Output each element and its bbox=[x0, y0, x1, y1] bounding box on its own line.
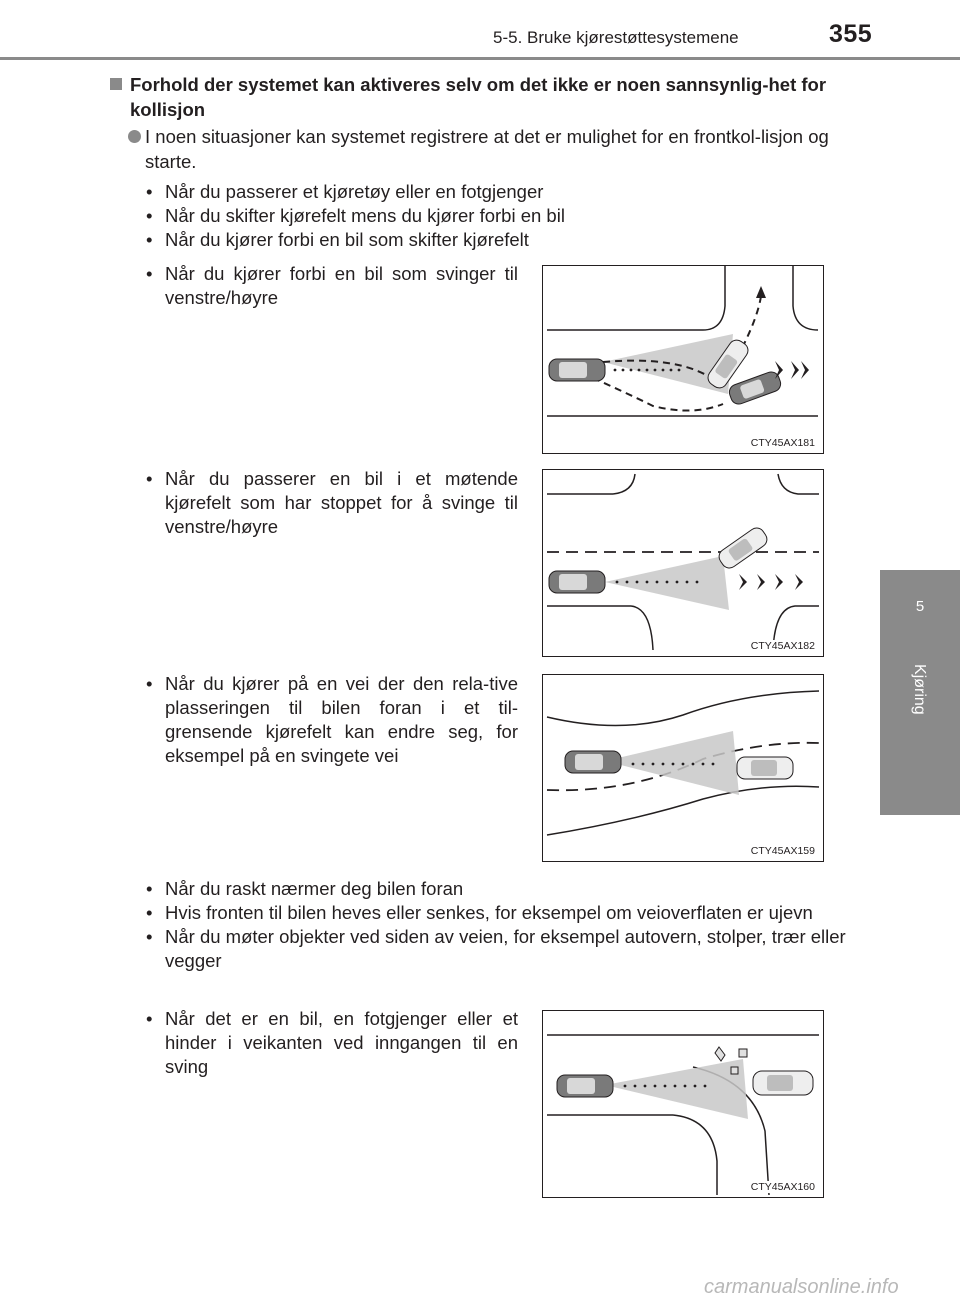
page-header bbox=[0, 0, 960, 60]
ego-car-icon bbox=[557, 1075, 613, 1097]
figure-item-2-text: • Når du passerer en bil i et møtende kjørefelt som har stoppet for å svinge til venstre/høyre bbox=[146, 468, 518, 537]
intro-text: I noen situasjoner kan systemet registrere at det er mulighet for en frontkol-lisjon og starte. bbox=[145, 126, 829, 172]
figure-item-4-text: • Når det er en bil, en fotgjenger eller et hinder i veikanten ved inngangen til en sving bbox=[146, 1008, 518, 1077]
list-item: • Hvis fronten til bilen heves eller senkes, for eksempel om veioverflaten er ujevn bbox=[146, 901, 846, 925]
illustration-turning-car bbox=[542, 265, 824, 454]
list-item: Når du passerer en bil i et møtende kjørefelt som har stoppet for å svinge til venstre/høyre bbox=[165, 468, 518, 537]
figure-code: CTY45AX159 bbox=[750, 845, 815, 857]
list-item: • Når du passerer et kjøretøy eller en fotgjenger bbox=[146, 180, 846, 204]
figure-code: CTY45AX182 bbox=[750, 640, 815, 652]
square-bullet-icon bbox=[110, 78, 122, 90]
header-rule bbox=[0, 57, 960, 60]
list-item: • Når du skifter kjørefelt mens du kjører forbi en bil bbox=[146, 204, 846, 228]
figure-code: CTY45AX160 bbox=[750, 1181, 815, 1193]
list-item: • Når du raskt nærmer deg bilen foran bbox=[146, 877, 846, 901]
list-item: Når du kjører på en vei der den rela-tive plasseringen til bilen foran i et til-grensende kjørefelt kan endre seg, for eksempel på en svingete vei bbox=[165, 673, 518, 766]
illustration-oncoming-car bbox=[542, 469, 824, 657]
section-title: 5-5. Bruke kjørestøttesystemene bbox=[493, 28, 739, 47]
adjacent-car-icon bbox=[737, 757, 793, 779]
chapter-tab bbox=[880, 570, 960, 815]
watermark: carmanualsonline.info bbox=[704, 1276, 899, 1298]
front-car-icon bbox=[727, 370, 783, 407]
list-item: Når du kjører forbi en bil som svinger til venstre/høyre bbox=[165, 263, 518, 308]
figure-code: CTY45AX181 bbox=[750, 437, 815, 449]
stopped-car-icon bbox=[716, 525, 770, 571]
ego-car-icon bbox=[549, 359, 605, 381]
section-heading bbox=[110, 72, 845, 122]
figure-item-3-text: • Når du kjører på en vei der den rela-tive plasseringen til bilen foran i et til-grensende kjørefelt kan endre seg, for eksempel på en svingete vei bbox=[146, 673, 518, 766]
illustration-curve-entrance bbox=[542, 1010, 824, 1198]
list-item: Når det er en bil, en fotgjenger eller et hinder i veikanten ved inngangen til en sving bbox=[165, 1008, 518, 1077]
page-number: 355 bbox=[829, 20, 873, 48]
chapter-title: Kjøring bbox=[911, 664, 928, 715]
round-bullet-icon bbox=[128, 130, 141, 143]
illustration-winding-road bbox=[542, 674, 824, 862]
bullet-list-top bbox=[146, 180, 846, 252]
list-item: • Når du kjører forbi en bil som skifter kjørefelt bbox=[146, 228, 846, 252]
roadside-car-icon bbox=[753, 1071, 813, 1095]
list-item: • Når du møter objekter ved siden av veien, for eksempel autovern, stolper, trær eller vegger bbox=[146, 925, 846, 973]
bullet-list-middle bbox=[146, 877, 846, 973]
chapter-number: 5 bbox=[915, 598, 925, 615]
ego-car-icon bbox=[565, 751, 621, 773]
figure-item-1-text: • Når du kjører forbi en bil som svinger til venstre/høyre bbox=[146, 263, 518, 308]
intro-paragraph bbox=[128, 124, 843, 174]
heading-text: Forhold der systemet kan aktiveres selv om det ikke er noen sannsynlig-het for kollisjon bbox=[130, 74, 827, 120]
ego-car-icon bbox=[549, 571, 605, 593]
